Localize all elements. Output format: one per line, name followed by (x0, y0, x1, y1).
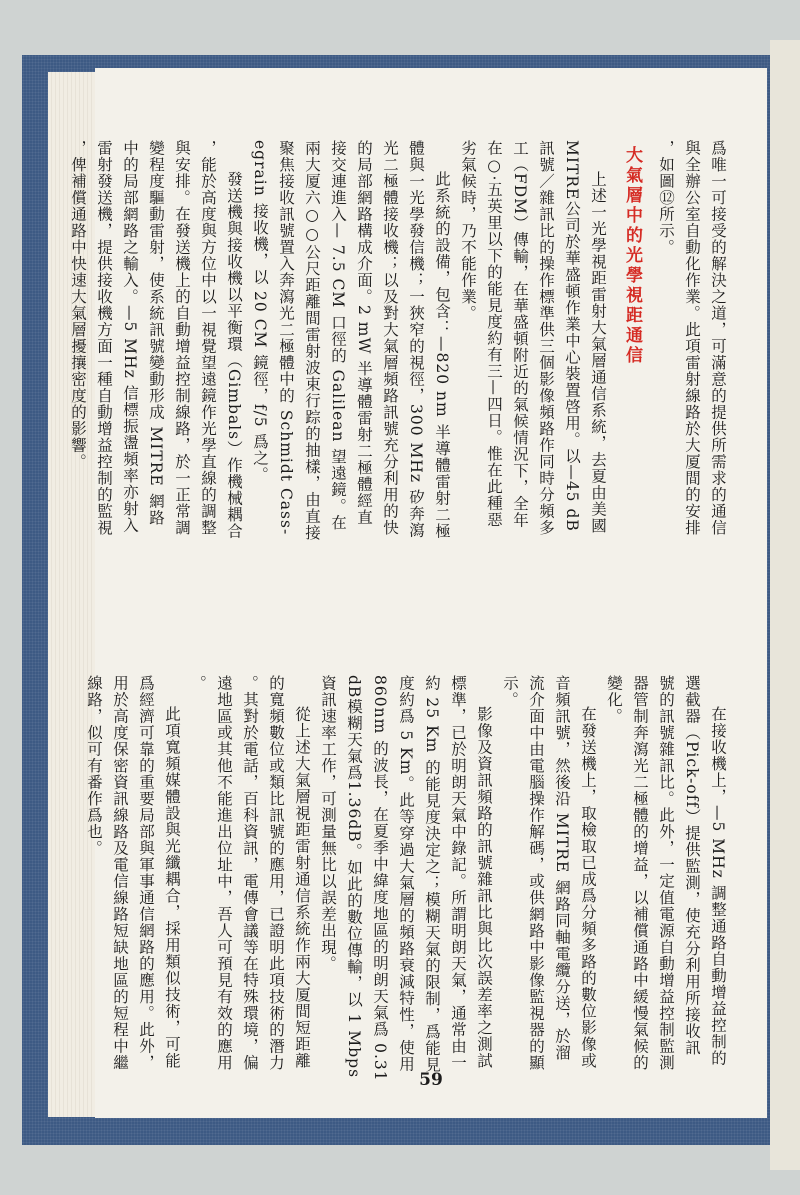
text-line: 劣氣候時，乃不能作業。 (459, 140, 477, 322)
text-line: 選截器（Pick-off）提供監測，使充分利用所接收訊 (683, 675, 701, 1056)
text-line: 中的局部網路之輸入。—5 MHz 信標振盪頻率亦射入 (121, 140, 139, 534)
text-line: 爲經濟可靠的重要局部與軍事通信網路的應用。此外， (137, 675, 155, 1071)
paragraph (497, 675, 601, 1075)
text-line: 器管制奔瀉光二極體的增益，以補償通路中緩慢氣候的 (631, 675, 649, 1071)
text-line: 在接收機上，—5 MHz 調整通路自動增益控制的 (709, 706, 727, 1067)
paragraph (653, 140, 731, 655)
paragraph (81, 675, 185, 1075)
paragraph (601, 675, 731, 1075)
text-line: 與安排。在發送機上的自動增益控制線路，於一正常調 (173, 140, 191, 536)
text-line: 影像及資訊頻路的訊號雜訊比與比次誤差率之測試 (475, 706, 493, 1069)
text-line: 光二極體接收機；以及對大氣層頻路訊號充分利用的快 (381, 140, 399, 536)
text-line: 雷射發送機，提供接收機方面一種自動增益控制的監視 (95, 140, 113, 536)
paragraph (455, 140, 611, 655)
text-line: 此項寬頻媒體設與光纖耦合，採用類似技術，可能 (163, 706, 181, 1069)
text-line: 變化。 (605, 675, 623, 725)
text-line: 工（FDM）傳輸，在華盛頓附近的氣候情況下，全年 (511, 140, 529, 529)
text-line: 約 25 Km 的能見度決定之；模糊天氣的限制，爲能見 (423, 675, 441, 1073)
text-line: dB模糊天氣爲1.36dB。如此的數位傳輸，以 1 Mbps (345, 675, 363, 1079)
text-line: 發送機與接收機以平衡環（Gimbals）作機械耦合 (225, 171, 243, 540)
text-line: 標準，已於明朗天氣中錄記。所謂明朗天氣，通常由一 (449, 675, 467, 1071)
text-line: 上述一光學視距雷射大氣層通信系統，去夏由美國 (589, 171, 607, 534)
text-line: 音頻訊號，然後沿 MITRE 網路同軸電纜分送，於溜 (553, 675, 571, 1061)
text-line: 訊號／雜訊比的操作標準供三個影像頻路作同時分頻多 (537, 140, 555, 536)
paragraph (185, 675, 315, 1075)
text-line: MITRE公司於華盛頓作業中心裝置啓用。以—45 dB (563, 140, 581, 532)
text-line: 遠地區或其他不能進出位址中，吾人可預見有效的應用 (215, 675, 233, 1071)
text-line: ，如圖⑫所示。 (657, 140, 675, 256)
text-line: 此系統的設備，包含：—820 nm 半導體雷射二極 (433, 171, 451, 540)
text-line: 在○·五英里以下的能見度約有三—四日。惟在此種惡 (485, 140, 503, 528)
text-line: 在發送機上，取檢取已成爲分頻多路的數位影像或 (579, 706, 597, 1069)
paragraph (65, 140, 247, 655)
text-line: 860nm 的波長，在夏季中緯度地區的明朗天氣爲 0.31 (371, 675, 389, 1082)
text-line: 兩大厦六○○公尺距離間雷射波束行踪的抽樣，由直接 (303, 140, 321, 541)
section-heading: 大氣層中的光學視距通信 (622, 146, 642, 366)
text-line: 。其對於電話，百科資訊，電傳會議等在特殊環境，偏 (241, 675, 259, 1071)
text-line: 流介面中由電腦操作解碼，或供網路中影像監視器的顯 (527, 675, 545, 1071)
text-line: egrain 接收機，以 20 CM 鏡徑，f/5 爲之。 (251, 140, 269, 484)
text-line: 從上述大氣層視距雷射通信系統作兩大厦間短距離 (293, 706, 311, 1069)
adjacent-page-edge (770, 40, 800, 1170)
upper-text-block (65, 140, 731, 655)
text-line: ，俾補償通路中快速大氣層擾攘密度的影響。 (69, 140, 87, 470)
text-line: 與全辦公室自動化作業。此項雷射線路於大厦間的安排 (683, 140, 701, 536)
text-line: 號的訊號雜訊比。此外，一定值電源自動增益控制監測 (657, 675, 675, 1071)
text-line: 用於高度保密資訊線路及電信線路短缺地區的短程中繼 (111, 675, 129, 1071)
text-line: ，能於高度與方位中以一視覺望遠鏡作光學直線的調整 (199, 140, 217, 536)
paragraph (247, 140, 455, 655)
text-line: 變程度驅動雷射，使系統訊號變動形成 MITRE 網路 (147, 140, 165, 526)
text-line: 體與一光學發信機；一狹窄的視徑，300 MHz 矽奔瀉 (407, 140, 425, 539)
page-number: 59 (419, 1070, 443, 1090)
text-line: 度約爲 5 Km。此等穿過大氣層的頻路衰減特性，使用 (397, 675, 415, 1073)
text-line: 線路，似可有番作爲也。 (85, 675, 103, 857)
text-line: 。 (189, 675, 207, 692)
text-line: 資訊速率工作，可測量無比以誤差出現。 (319, 675, 337, 972)
text-line: 爲唯一可接受的解決之道，可滿意的提供所需求的通信 (709, 140, 727, 536)
text-line: 聚焦接收訊號置入奔瀉光二極體中的 Schmidt Cass- (277, 140, 295, 536)
text-line: 的寬頻數位或類比訊號的應用，已證明此項技術的潛力 (267, 675, 285, 1071)
book-page (69, 68, 767, 1118)
text-line: 的局部網路構成介面。2 mW 半導體雷射二極體經直 (355, 140, 373, 526)
text-line: 接交連進入— 7.5 CM 口徑的 Galilean 望遠鏡。在 (329, 140, 347, 531)
text-line: 示。 (501, 675, 519, 708)
